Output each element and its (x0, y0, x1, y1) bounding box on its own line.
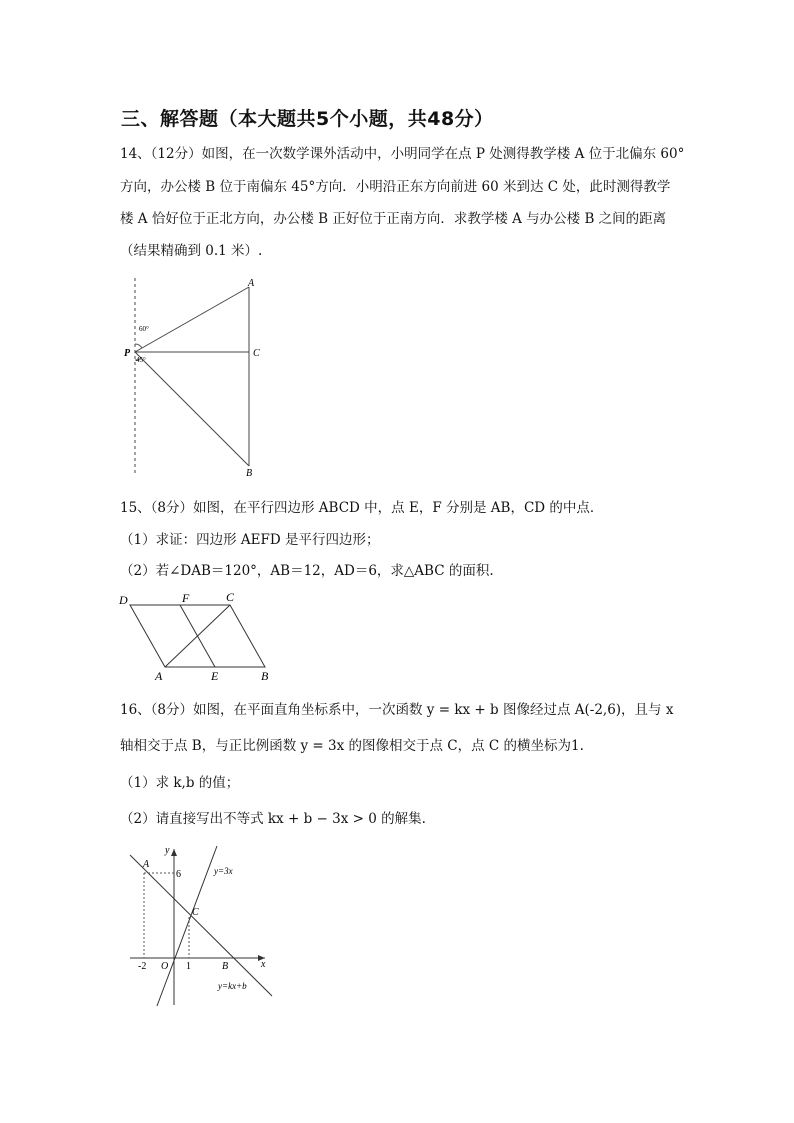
label-a: A (143, 859, 150, 870)
q15-figure (115, 586, 280, 684)
label-c: C (253, 348, 260, 359)
line-3x (157, 846, 217, 1006)
label-one: 1 (186, 961, 191, 972)
label-b: B (246, 468, 253, 479)
label-p: P (124, 348, 131, 359)
label-o: O (161, 961, 169, 972)
label-c: C (192, 907, 199, 918)
segment-ac (165, 605, 230, 667)
angle-45-label: 45° (136, 356, 146, 364)
q16-line-3: （1）求 k,b 的值； (120, 775, 240, 791)
q15-line-2: （1）求证：四边形 AEFD 是平行四边形； (120, 532, 380, 548)
q14-line-1: 14、（12分）如图，在一次数学课外活动中，小明同学在点 P 处测得教学楼 A 位于北偏东 60° (120, 146, 685, 162)
q16-line-1: 16、（8分）如图，在平面直角坐标系中，一次函数 y = kx + b 图像经过点 A(-2,6)，且与 x (120, 702, 674, 718)
q16-line-4: （2）请直接写出不等式 kx + b − 3x > 0 的解集. (120, 811, 426, 827)
y-axis-arrow (171, 849, 177, 856)
q16-line-2: 轴相交于点 B，与正比例函数 y = 3x 的图像相交于点 C，点 C 的横坐标为1. (120, 738, 584, 754)
q14-figure (115, 270, 275, 482)
q14-line-3: 楼 A 恰好位于正北方向，办公楼 B 正好位于正南方向．求教学楼 A 与办公楼 B 之间的距离 (120, 211, 667, 227)
label-b: B (261, 669, 269, 683)
label-line-kx-plus-b: y=kx+b (218, 981, 247, 991)
label-c: C (226, 590, 235, 604)
line-kx-plus-b (130, 855, 272, 996)
label-a: A (155, 669, 163, 683)
q14-line-2: 方向，办公楼 B 位于南偏东 45°方向．小明沿正东方向前进 60 米到达 C 处，此时测得教学 (120, 179, 671, 195)
label-e: E (211, 669, 219, 683)
label-f: F (182, 591, 190, 605)
label-line-3x: y=3x (214, 866, 233, 876)
label-a: A (248, 278, 255, 289)
label-d: D (119, 593, 128, 607)
label-neg-two: -2 (138, 961, 147, 972)
segment-pa (135, 287, 249, 352)
label-b: B (222, 961, 229, 972)
q16-figure (122, 843, 280, 1008)
section-title: 三、解答题（本大题共5个小题，共48分） (121, 108, 494, 130)
segment-pb (135, 352, 249, 466)
q14-line-4: （结果精确到 0.1 米）. (120, 243, 263, 259)
q15-line-1: 15、（8分）如图，在平行四边形 ABCD 中，点 E，F 分别是 AB，CD 的中点． (120, 500, 604, 516)
label-y: y (165, 845, 170, 856)
angle-60-label: 60° (139, 325, 149, 333)
q15-line-3: （2）若∠DAB＝120°，AB＝12，AD＝6，求△ABC 的面积. (120, 563, 494, 579)
label-six: 6 (176, 869, 181, 880)
label-x: x (261, 959, 266, 970)
angle-60-arc (135, 344, 142, 348)
